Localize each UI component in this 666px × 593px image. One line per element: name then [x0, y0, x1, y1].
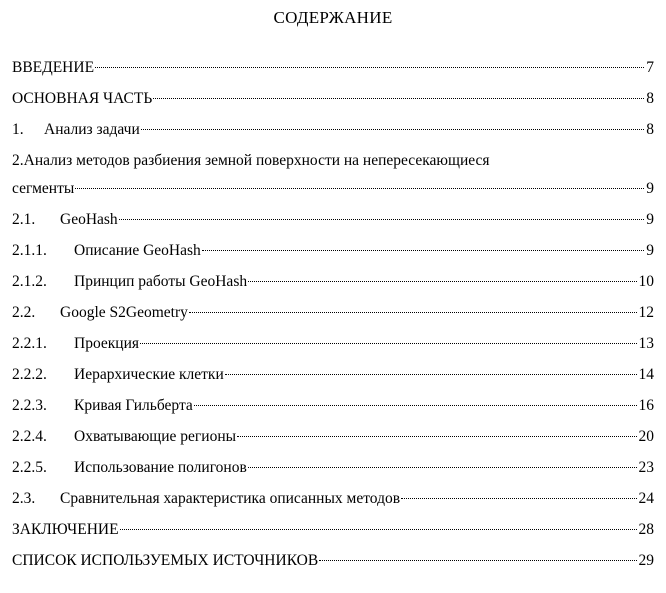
toc-leader-dots [202, 250, 644, 251]
toc-leader-dots [120, 529, 637, 530]
toc-entry-label [12, 334, 139, 354]
toc-leader-dots [248, 281, 636, 282]
toc-entry-page: 8 [646, 121, 654, 138]
toc-entry-number: 2.2.2. [12, 366, 47, 383]
toc-entry-text: Охватывающие регионы [74, 428, 237, 445]
toc-leader-dots [153, 98, 644, 99]
toc-entry-page: 23 [638, 459, 654, 476]
toc-entry-page: 24 [638, 490, 654, 507]
toc-entry-text: Google S2Geometry [60, 304, 188, 321]
toc-entry-1 [12, 120, 654, 151]
toc-entry-label [12, 120, 140, 140]
toc-entry-label [12, 58, 94, 78]
toc-entry-page: 9 [646, 242, 654, 259]
toc-leader-dots [189, 312, 637, 313]
toc-entry-label [12, 427, 236, 447]
toc-entry-page: 9 [646, 211, 654, 228]
toc-entry-label [12, 272, 247, 292]
toc-entry-label [12, 303, 188, 323]
toc-entry-text: ВВЕДЕНИЕ [12, 59, 95, 76]
toc-entry-2-1-1 [12, 241, 654, 272]
toc-leader-dots [248, 467, 637, 468]
toc-entry-number: 2. [12, 152, 24, 169]
toc-entry-page: 10 [638, 273, 654, 290]
toc-entry-2 [12, 151, 654, 179]
toc-list [12, 58, 654, 582]
toc-entry-text: Проекция [74, 335, 140, 352]
toc-entry-2-continued [12, 179, 654, 210]
toc-leader-dots [119, 219, 645, 220]
toc-entry-label [12, 365, 224, 385]
toc-entry-label [12, 551, 318, 571]
toc-entry-number: 2.2.5. [12, 459, 47, 476]
toc-entry-conclusion [12, 520, 654, 551]
toc-entry-page: 9 [646, 180, 654, 197]
toc-leader-dots [75, 188, 644, 189]
toc-entry-number: 2.2.4. [12, 428, 47, 445]
toc-entry-text: Анализ задачи [44, 121, 140, 138]
toc-entry-number: 2.2.3. [12, 397, 47, 414]
toc-leader-dots [225, 374, 637, 375]
toc-entry-page: 8 [646, 90, 654, 107]
toc-entry-number: 1. [12, 121, 24, 138]
toc-entry-2-1-2 [12, 272, 654, 303]
toc-entry-page: 20 [638, 428, 654, 445]
toc-leader-dots [194, 405, 637, 406]
toc-entry-text: Сравнительная характеристика описанных методов [60, 490, 401, 507]
toc-leader-dots [95, 67, 644, 68]
toc-entry-page: 12 [638, 304, 654, 321]
toc-entry-text: ЗАКЛЮЧЕНИЕ [12, 521, 119, 538]
toc-leader-dots [319, 560, 636, 561]
toc-entry-text: ОСНОВНАЯ ЧАСТЬ [12, 90, 153, 107]
toc-entry-label [12, 241, 201, 261]
toc-entry-label [12, 179, 74, 199]
toc-leader-dots [140, 343, 636, 344]
toc-entry-text: СПИСОК ИСПОЛЬЗУЕМЫХ ИСТОЧНИКОВ [12, 552, 319, 569]
toc-entry-page: 29 [638, 552, 654, 569]
toc-leader-dots [401, 498, 636, 499]
toc-entry-page: 16 [638, 397, 654, 414]
toc-leader-dots [141, 129, 644, 130]
toc-entry-label [12, 520, 119, 540]
toc-entry-label [12, 489, 400, 509]
toc-entry-number: 2.2.1. [12, 335, 47, 352]
toc-entry-introduction [12, 58, 654, 89]
toc-entry-text: Кривая Гильберта [74, 397, 193, 414]
toc-entry-page: 14 [638, 366, 654, 383]
toc-entry-text: Использование полигонов [74, 459, 247, 476]
toc-entry-label [12, 89, 152, 109]
toc-entry-2-2 [12, 303, 654, 334]
toc-leader-dots [237, 436, 636, 437]
toc-entry-main-part [12, 89, 654, 120]
toc-entry-number: 2.1. [12, 211, 36, 228]
toc-entry-references [12, 551, 654, 582]
toc-entry-page: 13 [638, 335, 654, 352]
toc-entry-label [12, 396, 193, 416]
toc-entry-2-3 [12, 489, 654, 520]
toc-entry-text: Анализ методов разбиения земной поверхности на непересекающиеся [23, 152, 490, 169]
toc-entry-text: Иерархические клетки [74, 366, 224, 383]
toc-entry-label [12, 210, 118, 230]
toc-entry-number: 2.1.2. [12, 273, 47, 290]
toc-entry-text: Описание GeoHash [74, 242, 201, 259]
toc-entry-2-2-1 [12, 334, 654, 365]
toc-entry-page: 28 [638, 521, 654, 538]
toc-entry-2-2-3 [12, 396, 654, 427]
toc-entry-text: Принцип работы GeoHash [74, 273, 248, 290]
toc-entry-2-2-2 [12, 365, 654, 396]
toc-entry-text: GeoHash [60, 211, 118, 228]
toc-entry-page: 7 [646, 59, 654, 76]
toc-entry-2-1 [12, 210, 654, 241]
toc-entry-number: 2.2. [12, 304, 36, 321]
toc-title: СОДЕРЖАНИЕ [273, 8, 393, 27]
toc-entry-number: 2.1.1. [12, 242, 47, 259]
toc-entry-number: 2.3. [12, 490, 36, 507]
toc-entry-2-2-5 [12, 458, 654, 489]
toc-entry-label [12, 458, 247, 478]
toc-entry-text-continued: сегменты [12, 180, 75, 197]
toc-entry-2-2-4 [12, 427, 654, 458]
